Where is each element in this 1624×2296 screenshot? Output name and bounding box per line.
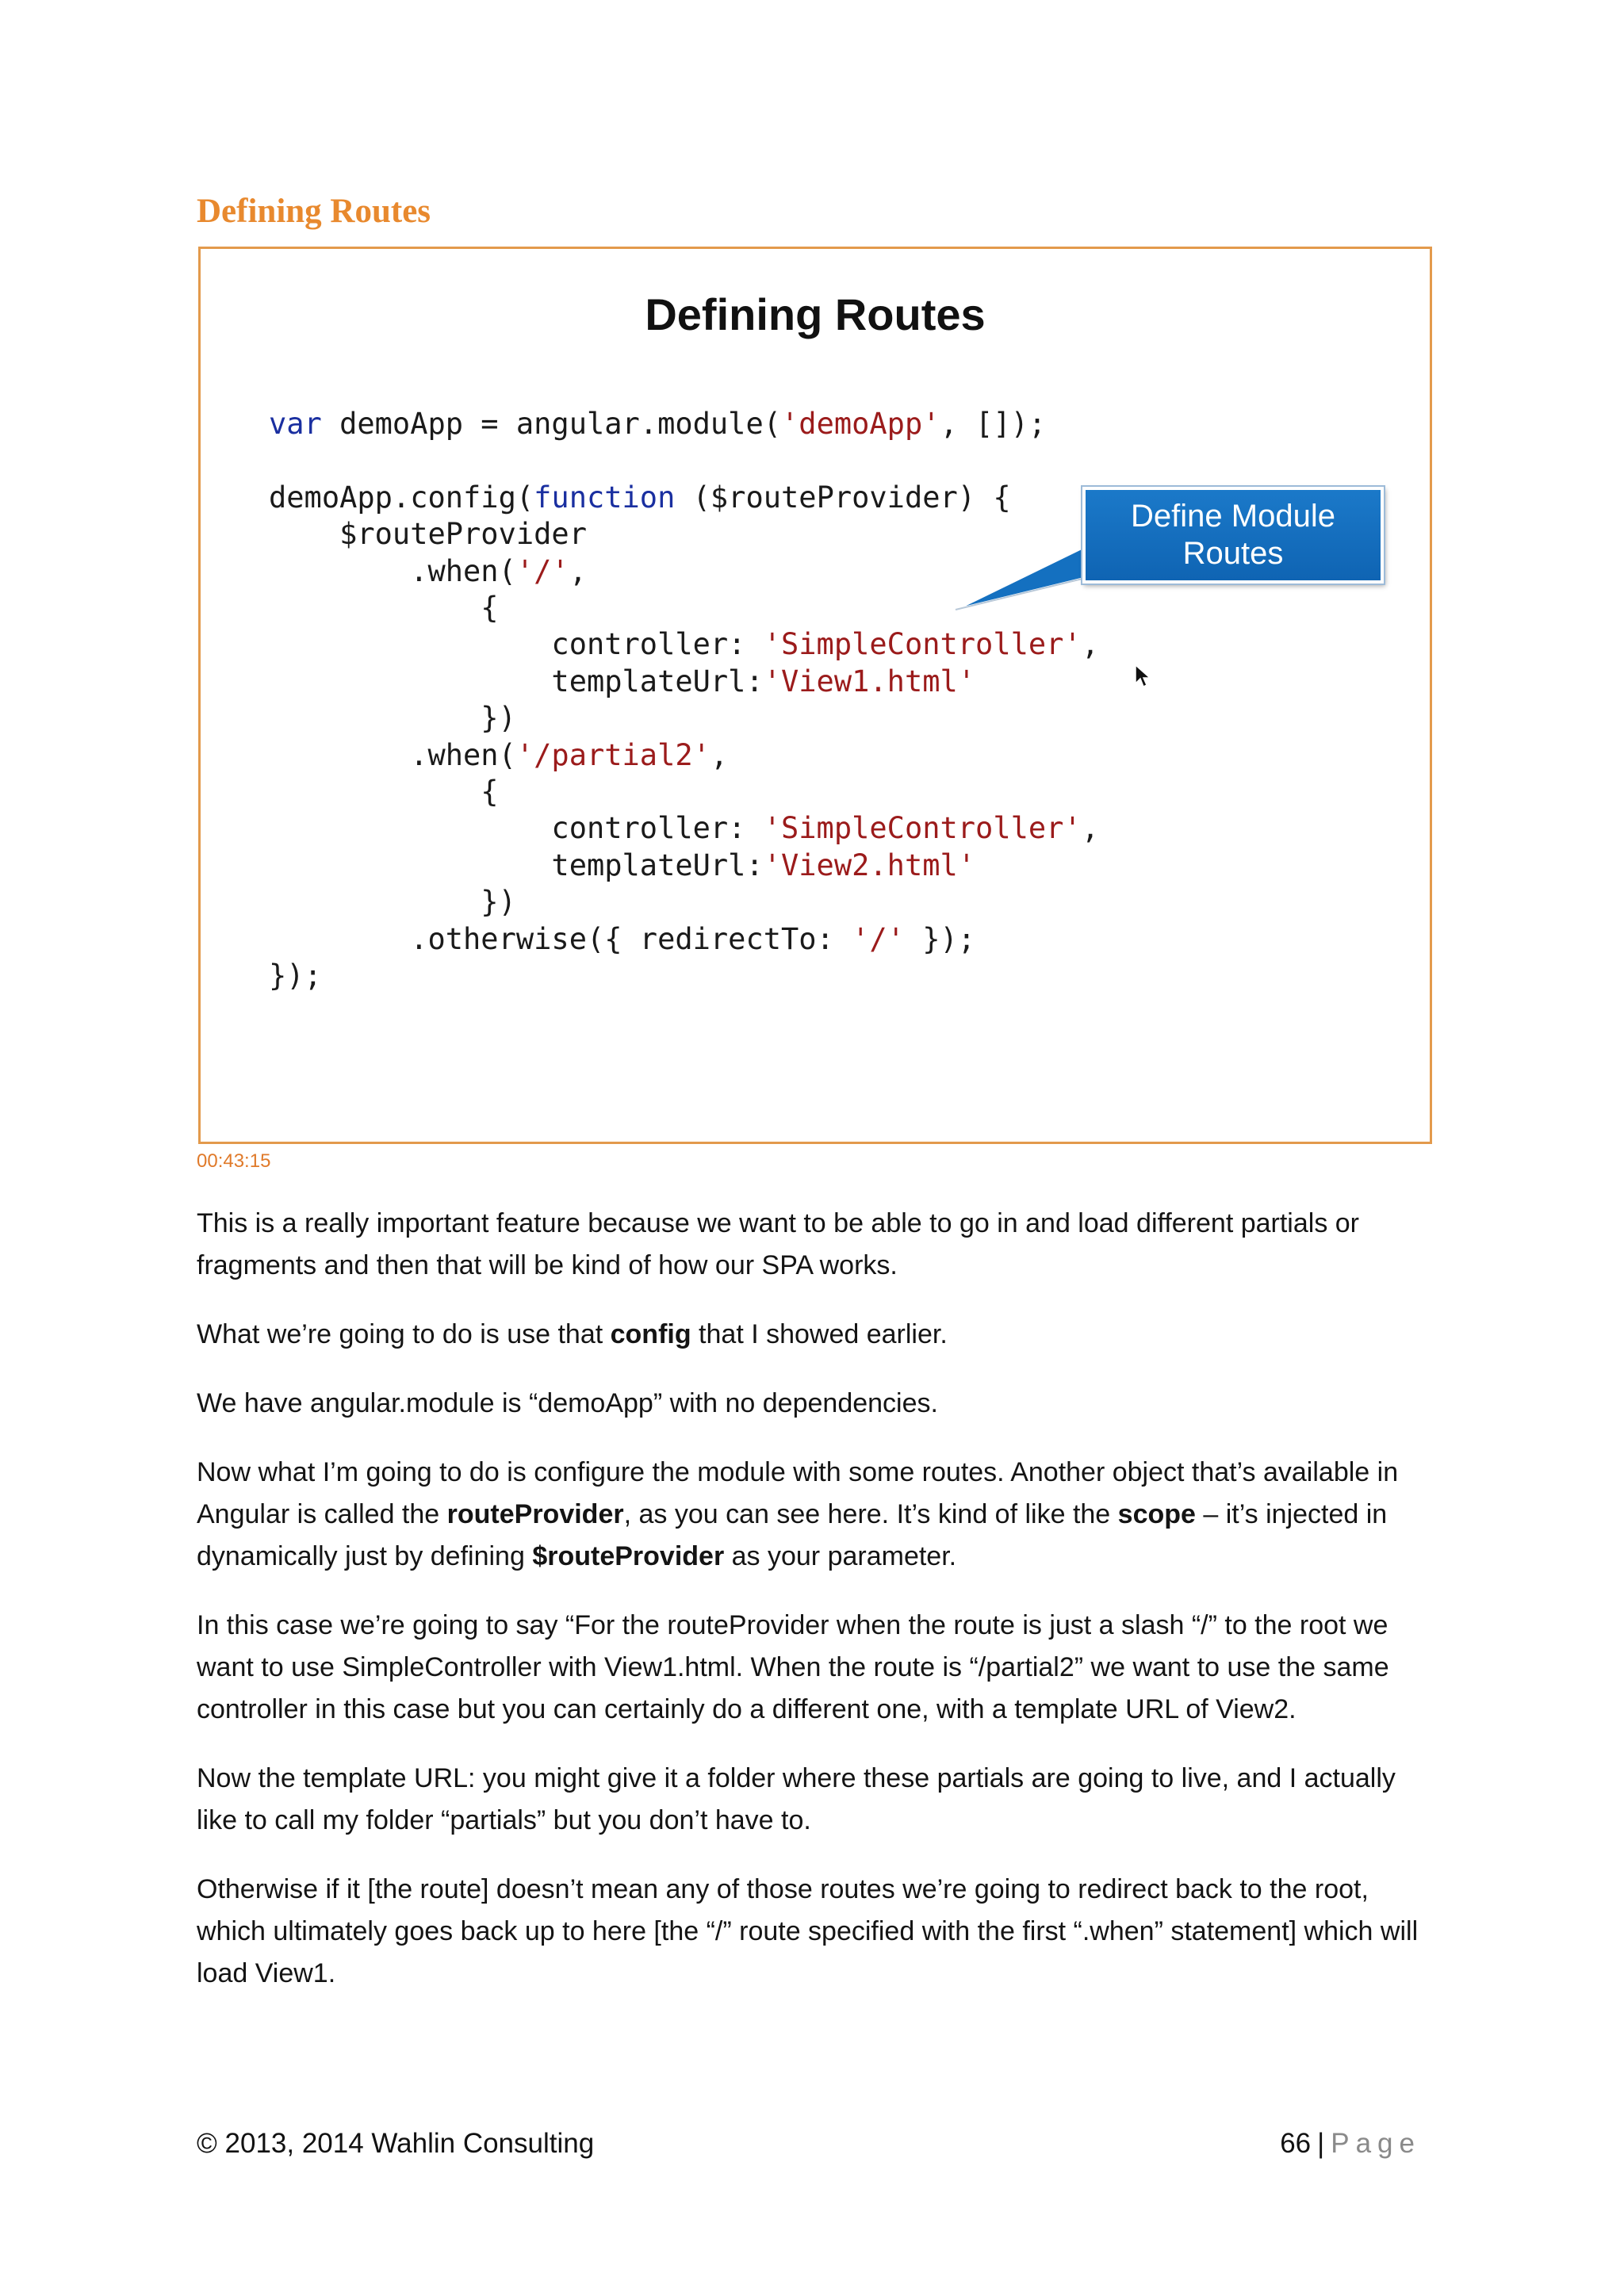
code-token: .when(	[269, 553, 516, 588]
code-line	[269, 406, 1099, 442]
code-line	[269, 884, 1099, 920]
code-token: controller:	[269, 811, 764, 846]
code-token: demoApp = angular.module(	[321, 407, 782, 441]
slide-title: Defining Routes	[645, 289, 986, 339]
code-token: ,	[1081, 811, 1099, 846]
code-token: function	[534, 480, 676, 515]
code-line	[269, 921, 1099, 958]
code-line	[269, 480, 1099, 516]
body-paragraph	[197, 1758, 1434, 1842]
code-token: '/'	[515, 553, 569, 588]
body-paragraph	[197, 1605, 1434, 1731]
code-token: var	[269, 407, 322, 441]
code-line	[269, 700, 1099, 737]
body-paragraph	[197, 1869, 1434, 1995]
code-token: ,	[569, 553, 587, 588]
bold-term: routeProvider	[446, 1499, 624, 1529]
body-text	[197, 1203, 1434, 2022]
slide-screenshot	[198, 247, 1432, 1144]
code-line	[269, 958, 1099, 994]
page-word: Page	[1331, 2128, 1421, 2159]
text-run: as your parameter.	[724, 1541, 957, 1571]
text-run: , as you can see here. It’s kind of like the	[623, 1499, 1118, 1529]
code-token: $routeProvider	[269, 517, 587, 552]
callout-box	[1082, 487, 1384, 584]
text-run: – it’s injected in dynamically just by defining	[197, 1499, 1388, 1571]
video-timestamp: 00:43:15	[197, 1150, 271, 1172]
code-token: });	[904, 921, 976, 956]
text-run: We have angular.module is “demoApp” with no dependencies.	[197, 1388, 938, 1418]
code-token: , []);	[940, 407, 1047, 441]
text-run: In this case we’re going to say “For the routeProvider when the route is just a slash “/” to the root we want to use SimpleController with View1.html. When the route is “/partial2” we want to use the same controller in this case but you can certainly do a different one, with a template URL of View2.	[197, 1610, 1389, 1724]
section-heading: Defining Routes	[197, 193, 431, 230]
code-token: .when(	[269, 737, 516, 772]
code-token: templateUrl:	[269, 664, 764, 698]
code-line	[269, 626, 1099, 663]
callout-pointer	[954, 530, 1097, 626]
footer-copyright: © 2013, 2014 Wahlin Consulting	[197, 2128, 595, 2159]
code-token: '/'	[852, 921, 905, 956]
code-token: demoApp.config(	[269, 480, 534, 515]
text-run: Now what I’m going to do is configure the module with some routes. Another object that’s available in Angular is called the	[197, 1457, 1399, 1529]
code-token: .otherwise({ redirectTo:	[269, 921, 852, 956]
code-token: })	[269, 885, 516, 920]
code-token: {	[269, 591, 499, 626]
code-token: 'View2.html'	[763, 848, 976, 882]
code-token: })	[269, 701, 516, 736]
text-run: What we’re going to do is use that	[197, 1319, 611, 1349]
code-token: '/partial2'	[515, 737, 710, 772]
bold-term: scope	[1117, 1499, 1196, 1529]
text-run: Now the template URL: you might give it a folder where these partials are going to live, and I actually like to call my folder “partials” but you don’t have to.	[197, 1763, 1396, 1835]
code-token: {	[269, 775, 499, 809]
code-block	[269, 406, 1099, 995]
code-token: });	[269, 959, 322, 993]
code-token: controller:	[269, 627, 764, 662]
text-run: This is a really important feature because we want to be able to go in and load different partials or fragments and then that will be kind of how our SPA works.	[197, 1208, 1360, 1280]
footer-page	[1280, 2128, 1421, 2160]
page-number: 66	[1280, 2128, 1312, 2159]
body-paragraph	[197, 1314, 1434, 1356]
bold-term: config	[610, 1319, 691, 1349]
code-line	[269, 664, 1099, 700]
code-token: templateUrl:	[269, 848, 764, 882]
code-token: ($routeProvider) {	[675, 480, 1011, 515]
page-separator: |	[1317, 2128, 1325, 2159]
text-run: that I showed earlier.	[691, 1319, 948, 1349]
mouse-cursor-icon	[1135, 664, 1152, 690]
code-line	[269, 442, 1099, 479]
body-paragraph	[197, 1203, 1434, 1287]
bold-term: $routeProvider	[532, 1541, 725, 1571]
text-run: Otherwise if it [the route] doesn’t mean any of those routes we’re going to redirect back to the root, which ultimately goes back up to here [the “/” route specified with the first “.when” statement] which will load View1.	[197, 1874, 1419, 1988]
body-paragraph	[197, 1383, 1434, 1425]
code-token: 'SimpleController'	[763, 811, 1082, 846]
code-token: 'demoApp'	[781, 407, 940, 441]
code-token: 'SimpleController'	[763, 627, 1082, 662]
code-token: ,	[710, 737, 729, 772]
code-line	[269, 810, 1099, 847]
body-paragraph	[197, 1452, 1434, 1578]
code-line	[269, 737, 1099, 774]
code-token: ,	[1081, 627, 1099, 662]
code-line	[269, 774, 1099, 810]
code-line	[269, 848, 1099, 884]
callout-label: Define Module Routes	[1131, 499, 1335, 571]
code-token: 'View1.html'	[763, 664, 976, 698]
